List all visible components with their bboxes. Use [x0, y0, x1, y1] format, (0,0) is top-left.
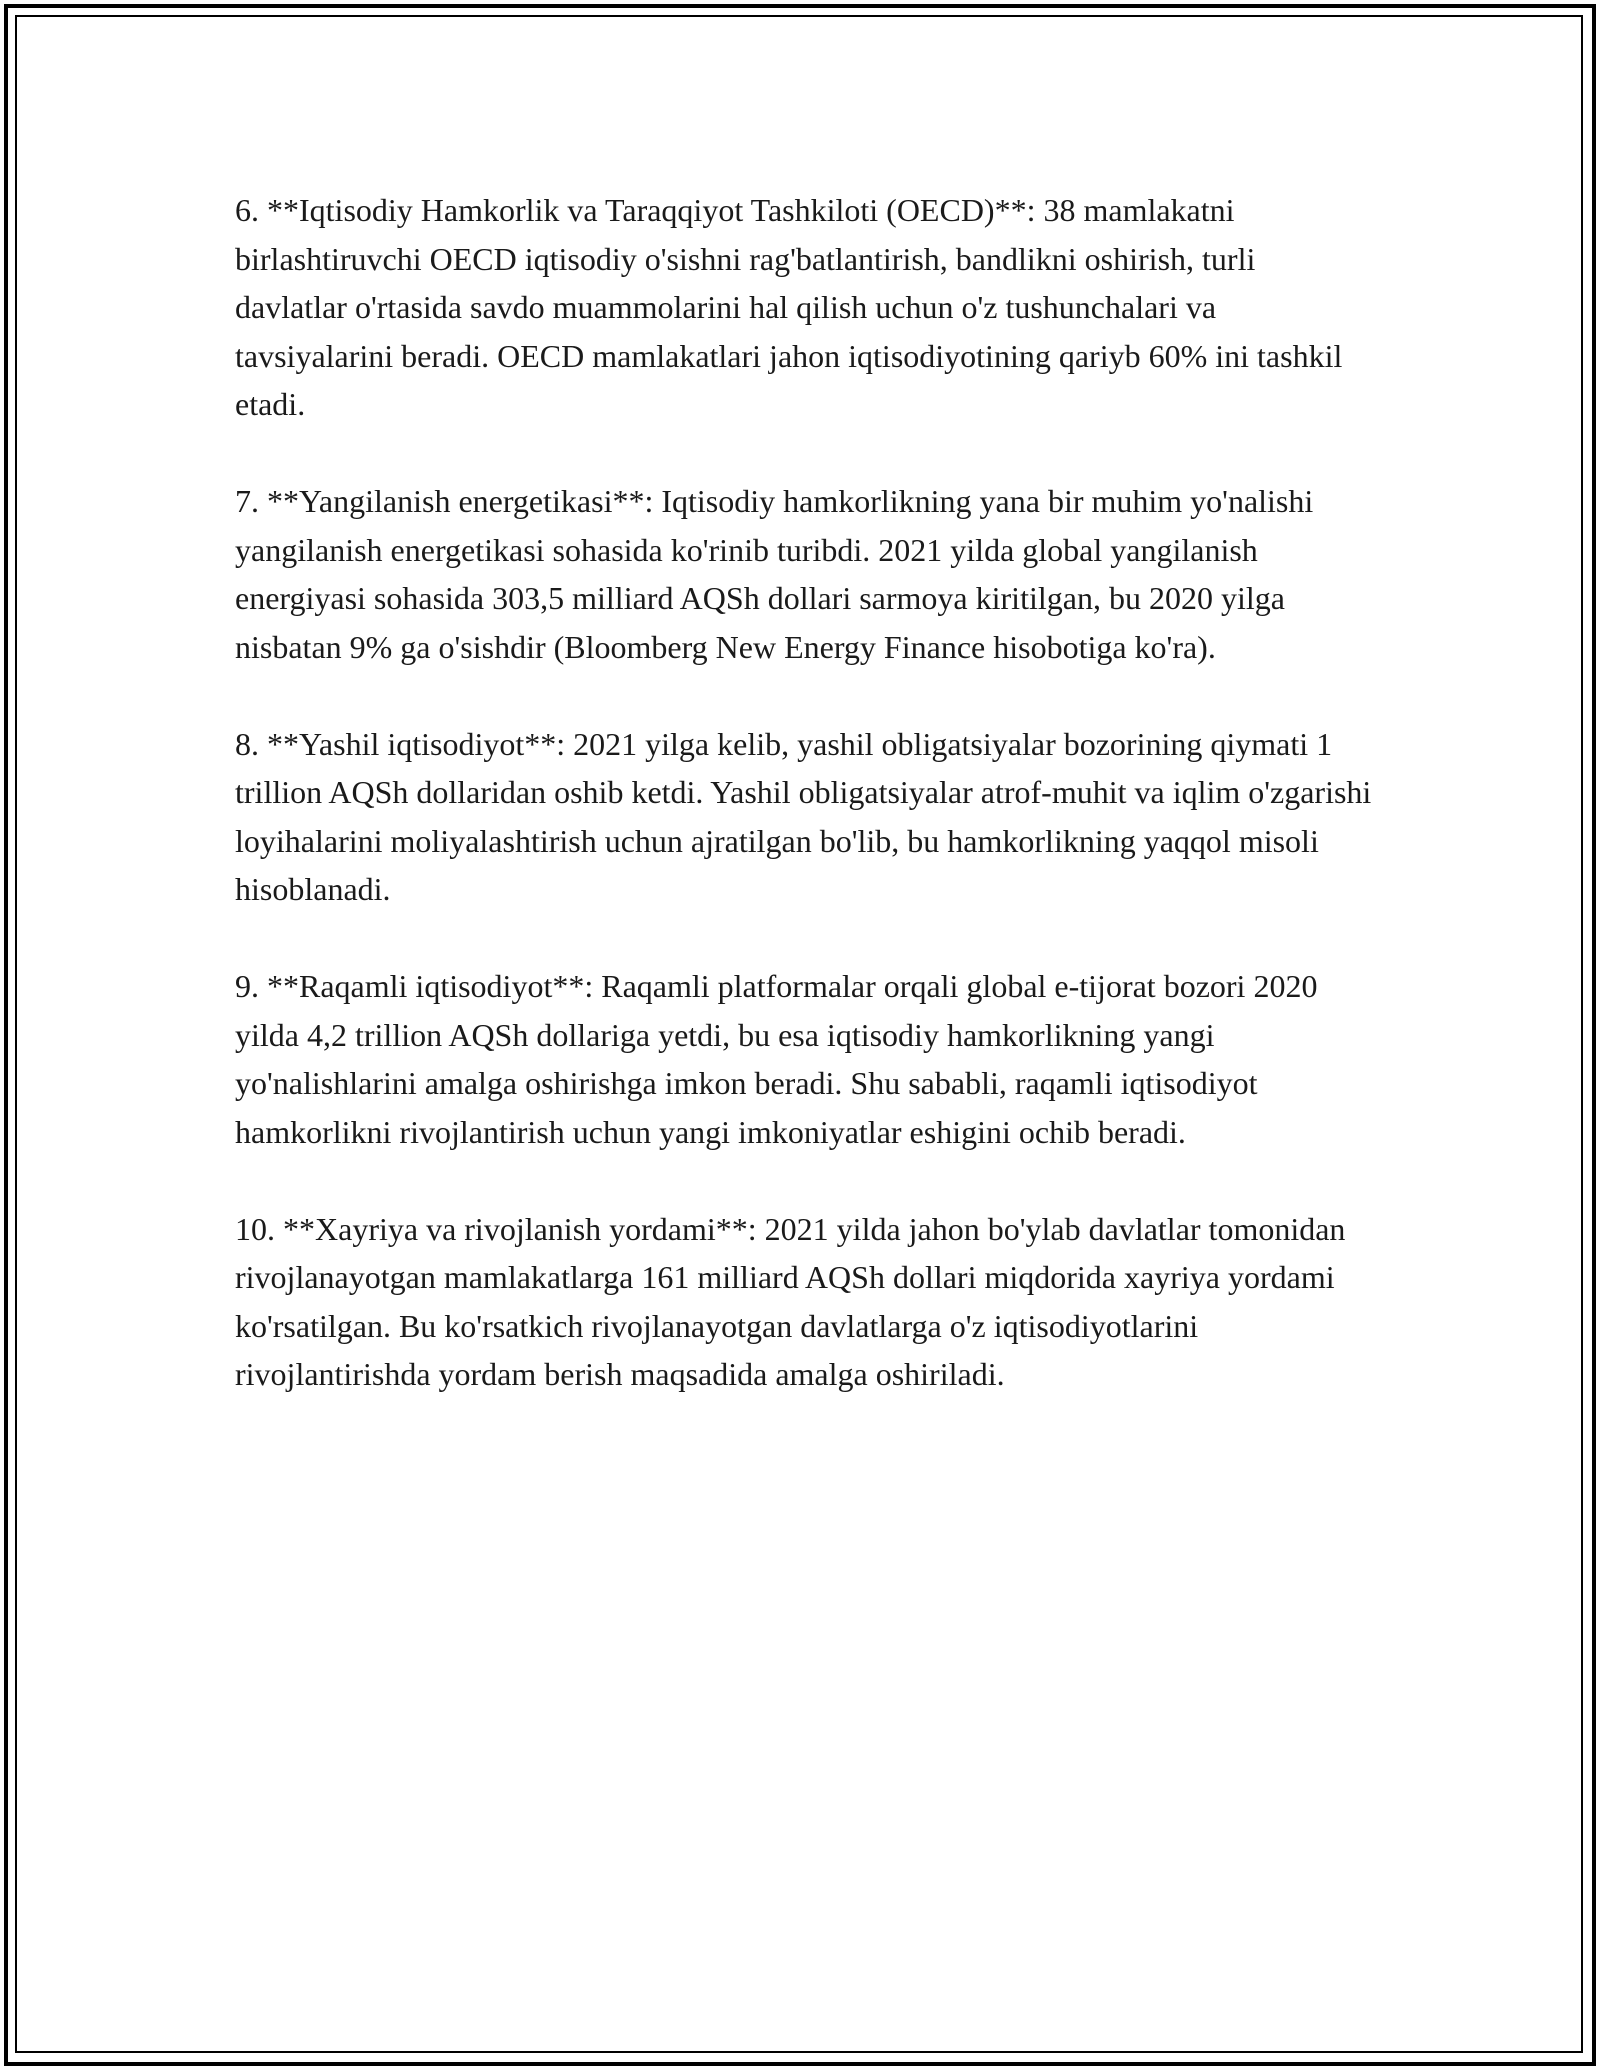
paragraph-oecd: 6. **Iqtisodiy Hamkorlik va Taraqqiyot Tashkiloti (OECD)**: 38 mamlakatni birlashtiruvchi OECD iqtisodiy o'sishni rag'batlantirish, bandlikni oshirish, turli davlatlar o'rtasida savdo muammolarini hal qilish uchun o'z tushunchalari va tavsiyalarini beradi. OECD mamlakatlari jahon iqtisodiyotining qariyb 60% ini tashkil etadi.	[235, 192, 1343, 422]
paragraph-renewable-energy: 7. **Yangilanish energetikasi**: Iqtisodiy hamkorlikning yana bir muhim yo'nalishi yangilanish energetikasi sohasida ko'rinib turibdi. 2021 yilda global yangilanish energiyasi sohasida 303,5 milliard AQSh dollari sarmoya kiritilgan, bu 2020 yilga nisbatan 9% ga o'sishdir (Bloomberg New Energy Finance hisobotiga ko'ra).	[235, 483, 1314, 665]
paragraph-charity-aid: 10. **Xayriya va rivojlanish yordami**: 2021 yilda jahon bo'ylab davlatlar tomonidan rivojlanayotgan mamlakatlarga 161 milliard AQSh dollari miqdorida xayriya yordami ko'rsatilgan. Bu ko'rsatkich rivojlanayotgan davlatlarga o'z iqtisodiyotlarini rivojlantirishda yordam berish maqsadida amalga oshiriladi.	[235, 1210, 1346, 1392]
paragraph-green-economy: 8. **Yashil iqtisodiyot**: 2021 yilga kelib, yashil obligatsiyalar bozorining qiymati 1 trillion AQSh dollaridan oshib ketdi. Yashil obligatsiyalar atrof-muhit va iqlim o'zgarishi loyihalarini moliyalashtirish uchun ajratilgan bo'lib, bu hamkorlikning yaqqol misoli hisoblanadi.	[235, 725, 1372, 907]
paragraph-digital-economy: 9. **Raqamli iqtisodiyot**: Raqamli platformalar orqali global e-tijorat bozori 2020 yilda 4,2 trillion AQSh dollariga yetdi, bu esa iqtisodiy hamkorlikning yangi yo'nalishlarini amalga oshirishga imkon beradi. Shu sababli, raqamli iqtisodiyot hamkorlikni rivojlantirish uchun yangi imkoniyatlar eshigini ochib beradi.	[235, 968, 1318, 1150]
document-body	[235, 186, 1375, 1447]
